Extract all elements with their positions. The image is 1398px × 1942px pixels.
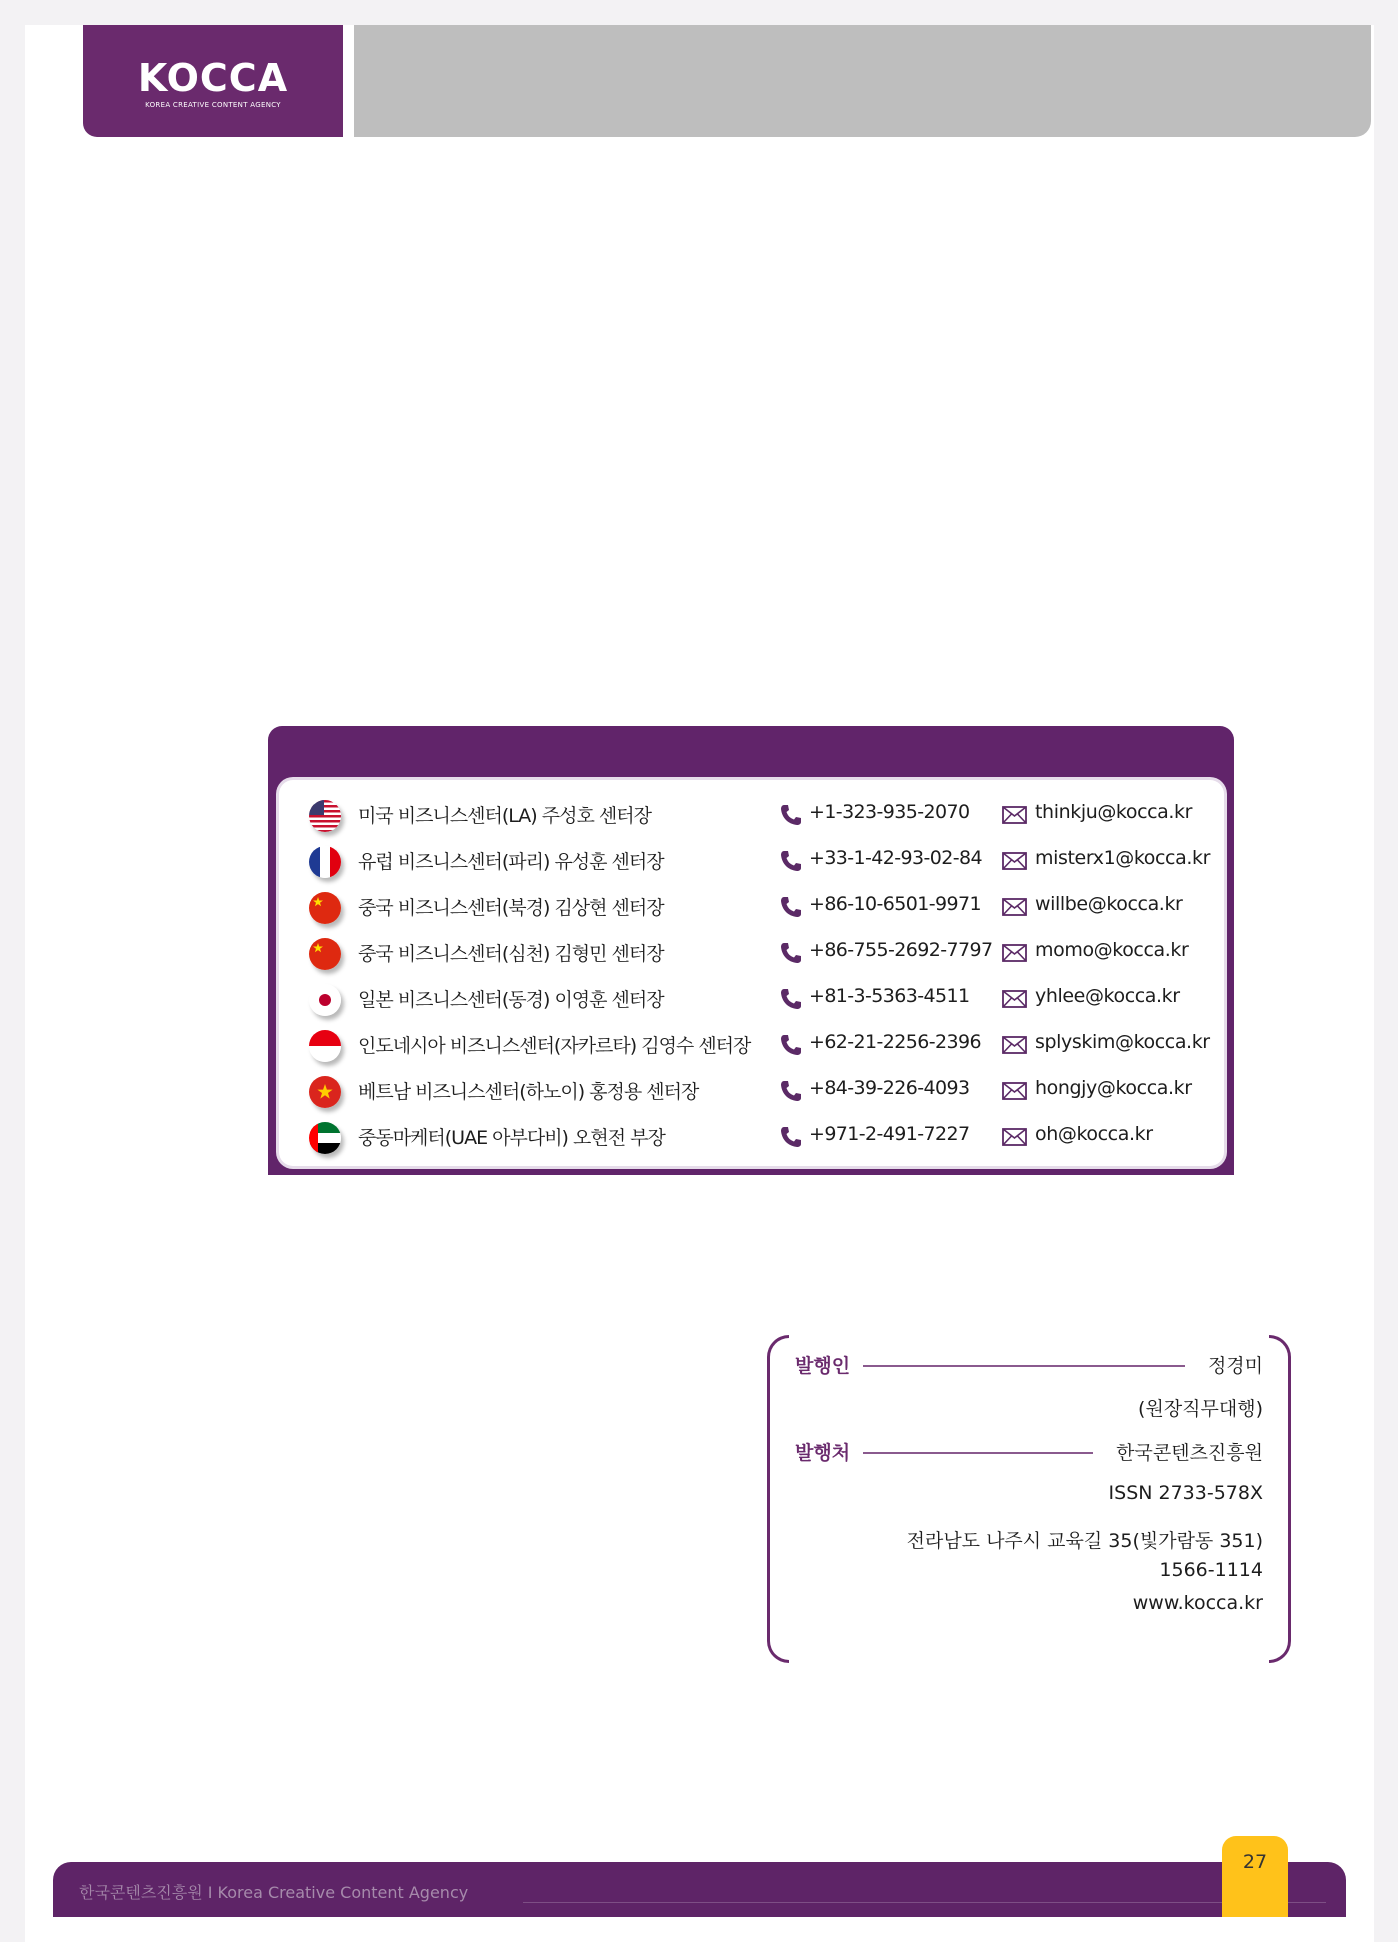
phone-number: +1-323-935-2070 xyxy=(809,801,970,823)
phone-icon xyxy=(779,941,803,965)
phone-icon xyxy=(779,1125,803,1149)
email-address: momo@kocca.kr xyxy=(1035,939,1189,961)
mail-icon xyxy=(1002,989,1027,1009)
publisher-label: 발행인 xyxy=(795,1355,851,1377)
center-name: 중국 비즈니스센터(심천) 김형민 센터장 xyxy=(358,943,664,965)
mail-icon xyxy=(1002,805,1027,825)
email-address: splyskim@kocca.kr xyxy=(1035,1031,1210,1053)
phone-icon xyxy=(779,895,803,919)
contact-list xyxy=(279,780,1224,1166)
phone-icon xyxy=(779,1033,803,1057)
mail-icon xyxy=(1002,897,1027,917)
kocca-logo xyxy=(83,25,343,137)
phone-number: +81-3-5363-4511 xyxy=(809,985,970,1007)
mail-icon xyxy=(1002,851,1027,871)
phone-icon xyxy=(779,849,803,873)
email-address: oh@kocca.kr xyxy=(1035,1123,1153,1145)
phone-number: +86-10-6501-9971 xyxy=(809,893,981,915)
issn: ISSN 2733-578X xyxy=(1108,1482,1263,1504)
page xyxy=(25,25,1374,1942)
china-flag-icon xyxy=(309,938,341,970)
publisher-role: (원장직무대행) xyxy=(1138,1398,1263,1420)
footer-bar xyxy=(53,1862,1346,1917)
center-name: 유럽 비즈니스센터(파리) 유성훈 센터장 xyxy=(358,851,664,873)
mail-icon xyxy=(1002,943,1027,963)
contact-row xyxy=(279,1114,1224,1156)
email-address: hongjy@kocca.kr xyxy=(1035,1077,1192,1099)
phone-number: +84-39-226-4093 xyxy=(809,1077,970,1099)
issuer-label: 발행처 xyxy=(795,1442,851,1464)
phone-icon xyxy=(779,987,803,1011)
issuer-name: 한국콘텐츠진흥원 xyxy=(1116,1442,1263,1464)
contact-row xyxy=(279,884,1224,926)
footer-rule xyxy=(523,1902,1326,1903)
header-banner xyxy=(354,25,1371,137)
phone-number: +33-1-42-93-02-84 xyxy=(809,847,982,869)
indonesia-flag-icon xyxy=(309,1030,341,1062)
center-name: 베트남 비즈니스센터(하노이) 홍정용 센터장 xyxy=(358,1081,699,1103)
france-flag-icon xyxy=(309,846,341,878)
email-address: yhlee@kocca.kr xyxy=(1035,985,1180,1007)
center-name: 인도네시아 비즈니스센터(자카르타) 김영수 센터장 xyxy=(358,1035,751,1057)
center-name: 일본 비즈니스센터(동경) 이영훈 센터장 xyxy=(358,989,664,1011)
page-number-tab xyxy=(1222,1836,1288,1917)
mail-icon xyxy=(1002,1035,1027,1055)
contact-panel xyxy=(268,726,1234,1175)
center-name: 중국 비즈니스센터(북경) 김상현 센터장 xyxy=(358,897,664,919)
colophon xyxy=(745,1335,1291,1663)
vietnam-flag-icon xyxy=(309,1076,341,1108)
address: 전라남도 나주시 교육길 35(빛가람동 351) xyxy=(906,1530,1263,1552)
publisher-leader-line xyxy=(863,1365,1185,1367)
footer-text: 한국콘텐츠진흥원 I Korea Creative Content Agency xyxy=(79,1883,469,1902)
us-flag-icon xyxy=(309,800,341,832)
contact-row xyxy=(279,930,1224,972)
uae-flag-icon xyxy=(309,1122,341,1154)
contact-row xyxy=(279,1022,1224,1064)
center-name: 중동마케터(UAE 아부다비) 오현전 부장 xyxy=(358,1127,665,1149)
phone-number: +86-755-2692-7797 xyxy=(809,939,993,961)
page-number: 27 xyxy=(1242,1851,1268,1873)
contact-row xyxy=(279,976,1224,1018)
publisher-name: 정경미 xyxy=(1207,1355,1263,1377)
email-address: willbe@kocca.kr xyxy=(1035,893,1183,915)
contact-row xyxy=(279,1068,1224,1110)
logo-wordmark: KOCCA xyxy=(137,55,289,100)
email-address: misterx1@kocca.kr xyxy=(1035,847,1210,869)
phone-number: +971-2-491-7227 xyxy=(809,1123,970,1145)
center-name: 미국 비즈니스센터(LA) 주성호 센터장 xyxy=(358,805,651,827)
mail-icon xyxy=(1002,1081,1027,1101)
website-link[interactable]: www.kocca.kr xyxy=(1132,1592,1263,1614)
right-bracket xyxy=(1269,1335,1291,1663)
phone-icon xyxy=(779,803,803,827)
mail-icon xyxy=(1002,1127,1027,1147)
contact-row xyxy=(279,792,1224,834)
logo-subtitle: KOREA CREATIVE CONTENT AGENCY xyxy=(145,100,281,109)
contact-phone: 1566-1114 xyxy=(1159,1559,1263,1581)
china-flag-icon xyxy=(309,892,341,924)
phone-icon xyxy=(779,1079,803,1103)
phone-number: +62-21-2256-2396 xyxy=(809,1031,981,1053)
issuer-leader-line xyxy=(863,1452,1093,1454)
japan-flag-icon xyxy=(309,984,341,1016)
contact-row xyxy=(279,838,1224,880)
left-bracket xyxy=(767,1335,789,1663)
email-address: thinkju@kocca.kr xyxy=(1035,801,1193,823)
